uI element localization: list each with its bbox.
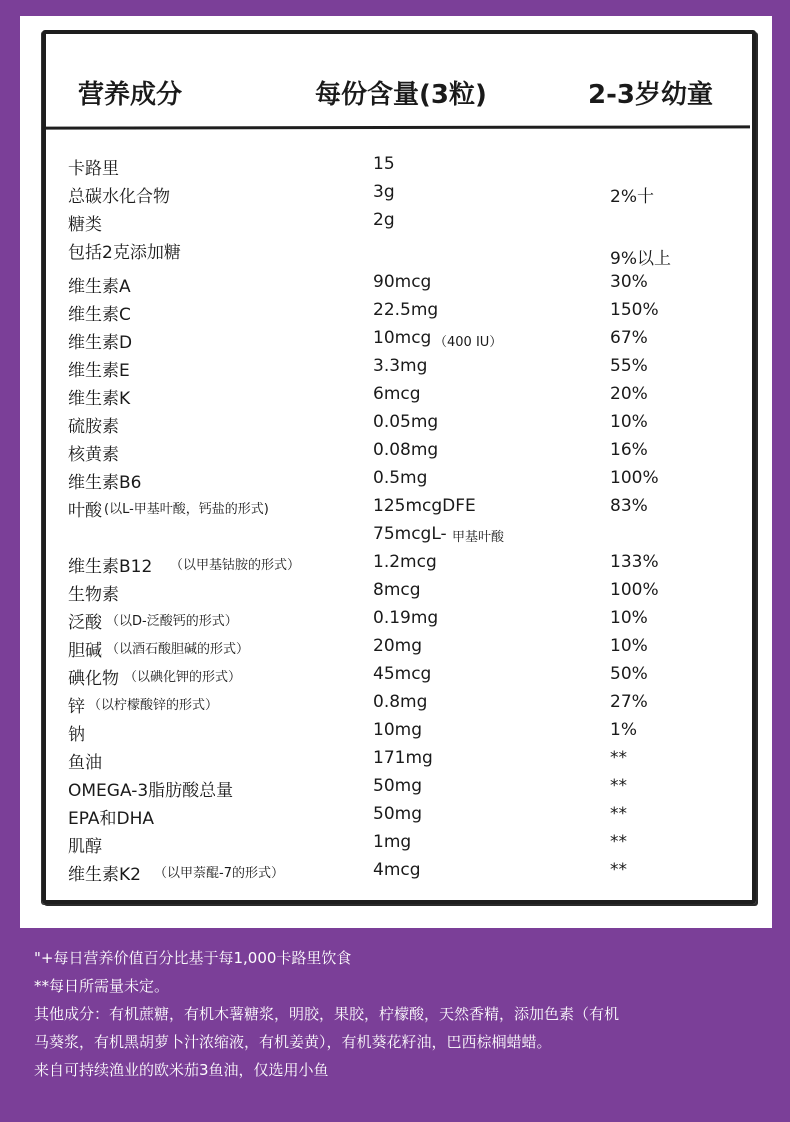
footnotes — [34, 944, 764, 1084]
table-row — [20, 636, 772, 664]
nutrient-amount: 10mg — [373, 720, 422, 740]
table-row — [20, 832, 772, 860]
nutrient-amount: 50mg — [373, 776, 422, 796]
table-row — [20, 860, 772, 888]
header-amount: 每份含量(3粒) — [315, 80, 487, 110]
nutrient-note: （以甲基钴胺的形式） — [170, 558, 301, 573]
nutrient-name: EPA和DHA — [68, 809, 155, 829]
nutrient-dv: 9%以上 — [610, 249, 671, 269]
nutrient-name: 维生素K2 — [68, 865, 141, 885]
nutrient-amount: 1mg — [373, 832, 412, 852]
header-nutrient: 营养成分 — [78, 80, 183, 110]
nutrient-dv: 83% — [610, 496, 648, 516]
table-row — [20, 182, 772, 210]
nutrient-dv: ** — [610, 804, 627, 824]
nutrient-amount: 6mcg — [373, 384, 421, 404]
table-row — [20, 440, 772, 468]
nutrient-name: 肌醇 — [68, 837, 102, 857]
nutrient-amount: 125mcgDFE — [373, 496, 476, 516]
nutrient-dv: 20% — [610, 384, 648, 404]
table-row — [20, 580, 772, 608]
nutrient-name: 叶酸 — [68, 501, 102, 521]
table-row — [20, 776, 772, 804]
nutrient-amount: 3.3mg — [373, 356, 428, 376]
nutrient-dv: 27% — [610, 692, 648, 712]
nutrient-name: 硫胺素 — [68, 417, 119, 437]
nutrient-amount: 0.8mg — [373, 692, 428, 712]
fish-oil-source: 来自可持续渔业的欧米茄3鱼油，仅选用小鱼 — [34, 1061, 329, 1079]
nutrient-name: 维生素B6 — [68, 473, 142, 493]
table-row — [20, 272, 772, 300]
nutrient-dv: 10% — [610, 636, 648, 656]
nutrient-name: 卡路里 — [68, 159, 119, 179]
nutrient-dv: ** — [610, 860, 627, 880]
table-row — [20, 238, 772, 269]
nutrient-note: （以柠檬酸锌的形式） — [88, 698, 219, 713]
nutrient-note: （以甲萘醌-7的形式） — [154, 866, 284, 881]
table-row — [20, 210, 772, 238]
nutrient-dv: ** — [610, 832, 627, 852]
table-row — [20, 384, 772, 412]
nutrient-name: 维生素C — [68, 305, 131, 325]
nutrient-amount: 75mcgL- — [373, 524, 447, 544]
nutrient-amount: 1.2mcg — [373, 552, 437, 572]
nutrient-name: 核黄素 — [68, 445, 119, 465]
nutrient-name: 维生素E — [68, 361, 130, 381]
nutrient-dv: 55% — [610, 356, 648, 376]
nutrient-amount: 0.05mg — [373, 412, 439, 432]
table-header — [20, 16, 772, 110]
nutrient-amount: 2g — [373, 210, 395, 230]
nutrient-name: 维生素A — [68, 277, 131, 297]
footnote-undetermined: **每日所需量未定。 — [34, 977, 170, 995]
table-row — [20, 356, 772, 384]
nutrient-dv: 100% — [610, 580, 659, 600]
table-row — [20, 692, 772, 720]
nutrient-amount: 8mcg — [373, 580, 421, 600]
footnote-daily-value: "+每日营养价值百分比基于每1,000卡路里饮食 — [34, 949, 352, 967]
table-row — [20, 804, 772, 832]
table-row — [20, 154, 772, 182]
nutrient-dv: 10% — [610, 412, 648, 432]
nutrient-note: （以碘化钾的形式） — [124, 670, 242, 685]
nutrient-name: 钠 — [68, 725, 85, 745]
nutrient-amount: 45mcg — [373, 664, 432, 684]
nutrient-name: 维生素D — [68, 333, 133, 353]
nutrient-amount: 3g — [373, 182, 395, 202]
nutrient-amount: 50mg — [373, 804, 422, 824]
nutrient-name: 维生素K — [68, 389, 131, 409]
nutrient-amount: 4mcg — [373, 860, 421, 880]
table-row — [20, 300, 772, 328]
table-row — [20, 720, 772, 748]
nutrient-amount: 0.5mg — [373, 468, 428, 488]
nutrient-amount: 15 — [373, 154, 395, 174]
other-ingredients: 其他成分：有机蔗糖，有机木薯糖浆，明胶，果胶，柠檬酸，天然香精，添加色素（有机 — [34, 1005, 620, 1023]
header-daily-value: 2-3岁幼童 — [588, 80, 713, 110]
nutrient-amount: 20mg — [373, 636, 422, 656]
table-row — [20, 664, 772, 692]
nutrient-amount: 90mcg — [373, 272, 432, 292]
nutrient-name: 泛酸 — [68, 613, 102, 633]
nutrient-dv: 10% — [610, 608, 648, 628]
table-row — [20, 748, 772, 776]
nutrient-note: (以L-甲基叶酸，钙盐的形式) — [104, 502, 269, 517]
nutrient-amount: 0.08mg — [373, 440, 439, 460]
nutrient-amount: 0.19mg — [373, 608, 439, 628]
table-row — [20, 412, 772, 440]
nutrient-dv: ** — [610, 748, 627, 768]
nutrient-amount: 171mg — [373, 748, 433, 768]
table-row — [20, 328, 772, 356]
amount-note: 甲基叶酸 — [452, 530, 505, 545]
nutrient-dv: 30% — [610, 272, 648, 292]
nutrient-dv: 2%十 — [610, 187, 654, 207]
nutrient-dv: 50% — [610, 664, 648, 684]
nutrient-dv: 67% — [610, 328, 648, 348]
nutrient-name: 总碳水化合物 — [68, 187, 170, 207]
nutrient-name: 生物素 — [68, 585, 119, 605]
nutrient-dv: 100% — [610, 468, 659, 488]
nutrient-dv: 16% — [610, 440, 648, 460]
nutrient-name: 锌 — [68, 697, 85, 717]
nutrient-amount: 22.5mg — [373, 300, 439, 320]
amount-note: （400 IU） — [434, 335, 503, 350]
table-row — [20, 468, 772, 496]
nutrient-name: 维生素B12 — [68, 557, 153, 577]
other-ingredients-cont: 马葵浆，有机黑胡萝卜汁浓缩液，有机姜黄），有机葵花籽油，巴西棕榈蜡蜡。 — [34, 1033, 552, 1051]
nutrient-dv: 150% — [610, 300, 659, 320]
nutrient-note: （以酒石酸胆碱的形式） — [106, 642, 250, 657]
table-row — [20, 608, 772, 636]
table-row — [20, 524, 772, 552]
nutrient-name: 包括2克添加糖 — [68, 243, 181, 263]
nutrient-note: （以D-泛酸钙的形式） — [106, 614, 238, 629]
nutrition-panel — [20, 16, 772, 928]
nutrient-dv: 133% — [610, 552, 659, 572]
nutrient-amount: 10mcg — [373, 328, 432, 348]
table-row — [20, 552, 772, 580]
nutrient-name: 胆碱 — [68, 641, 102, 661]
nutrient-dv: 1% — [610, 720, 637, 740]
nutrient-name: 糖类 — [68, 215, 102, 235]
table-row — [20, 496, 772, 524]
nutrient-name: 鱼油 — [68, 753, 102, 773]
nutrient-dv: ** — [610, 776, 627, 796]
nutrient-name: 碘化物 — [68, 669, 119, 689]
nutrient-name: OMEGA-3脂肪酸总量 — [68, 781, 234, 801]
